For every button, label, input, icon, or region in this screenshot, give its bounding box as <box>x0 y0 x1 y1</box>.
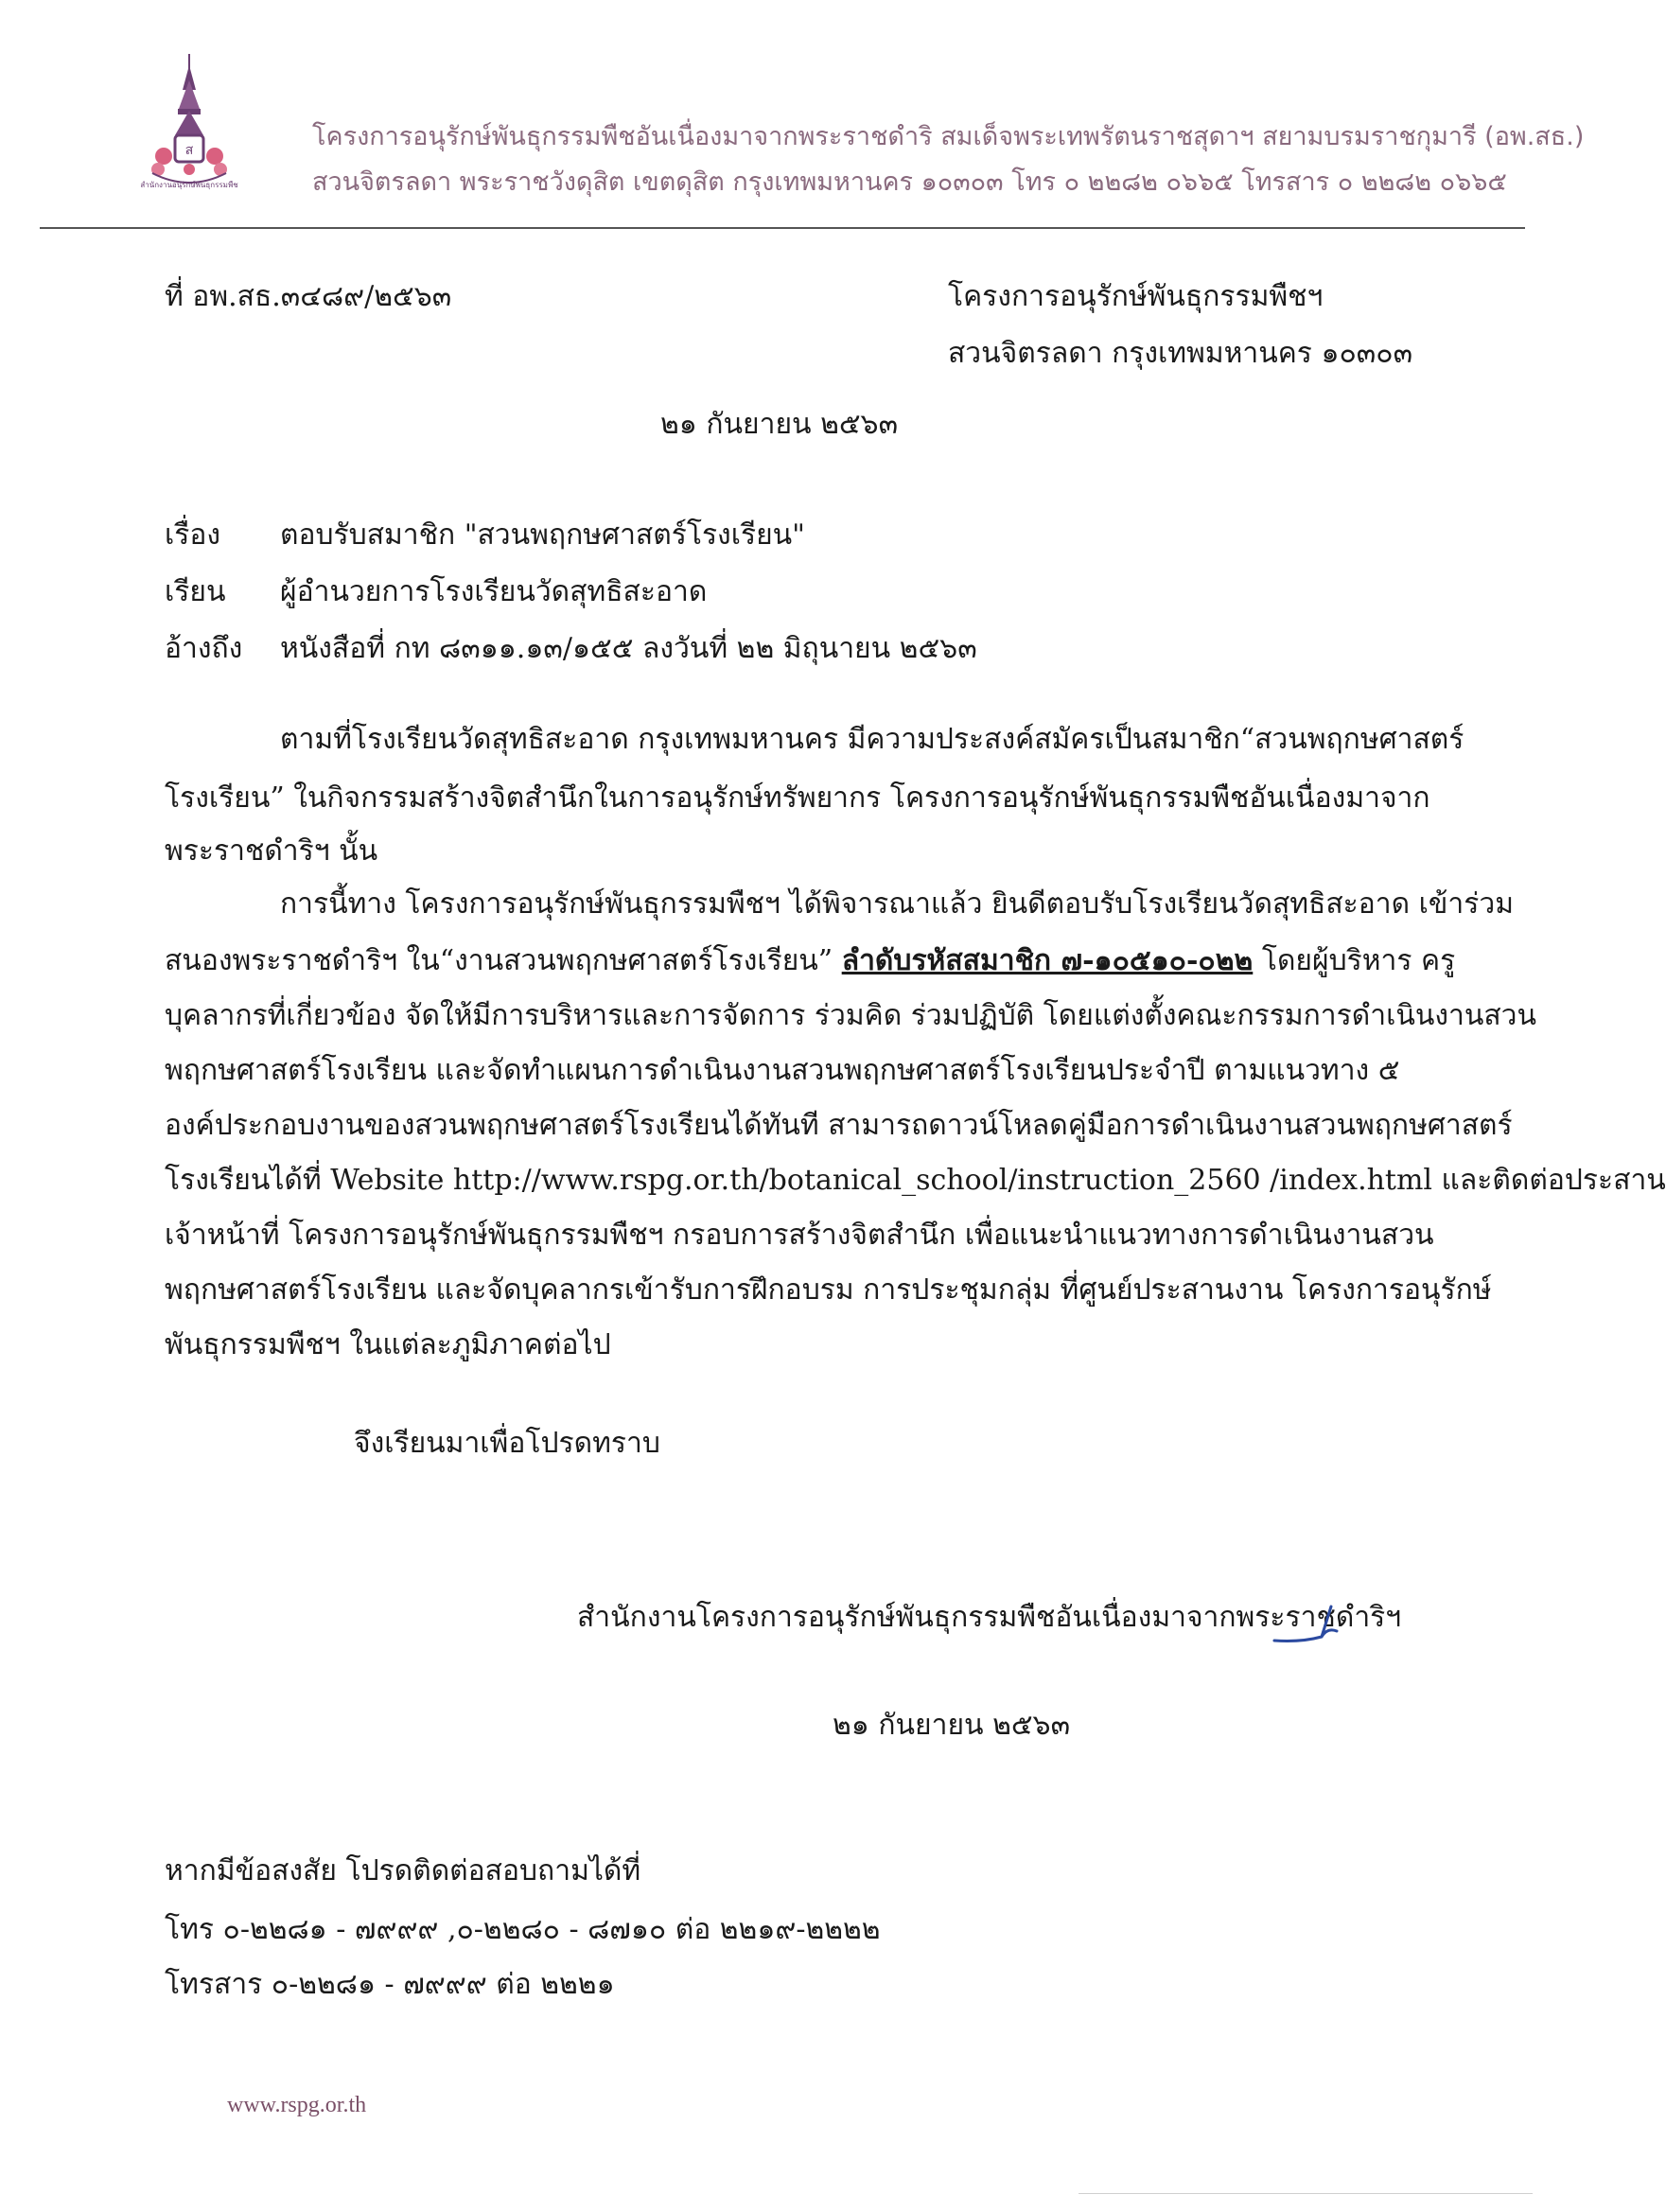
header-project-name: โครงการอนุรักษ์พันธุกรรมพืชอันเนื่องมาจากพระราชดำริ สมเด็จพระเทพรัตนราชสุดาฯ สยามบรมราชกุมารี (อพ.สธ.) <box>312 122 1585 151</box>
reference-label: อ้างถึง <box>165 632 243 665</box>
paragraph-2-line-6: โรงเรียนได้ที่ Website http://www.rspg.or.th/botanical_school/instruction_2560 /index.html และติดต่อประสาน <box>165 1164 1666 1197</box>
header-divider <box>40 227 1525 229</box>
contact-phone: โทร ๐-๒๒๘๑ - ๗๙๙๙ ,๐-๒๒๘๐ - ๘๗๑๐ ต่อ ๒๒๑๙-๒๒๒๒ <box>165 1913 881 1946</box>
paragraph-2-line-2 <box>165 939 1456 983</box>
signoff-office: สำนักงานโครงการอนุรักษ์พันธุกรรมพืชอันเนื่องมาจากพระราชดำริฯ <box>577 1601 1402 1634</box>
contact-fax: โทรสาร ๐-๒๒๘๑ - ๗๙๙๙ ต่อ ๒๒๒๑ <box>165 1968 615 2001</box>
recipient-text: ผู้อำนวยการโรงเรียนวัดสุทธิสะอาด <box>280 575 708 608</box>
paragraph-2-line-9: พันธุกรรมพืชฯ ในแต่ละภูมิภาคต่อไป <box>165 1328 611 1361</box>
recipient-label: เรียน <box>165 575 226 608</box>
closing-phrase: จึงเรียนมาเพื่อโปรดทราบ <box>354 1427 660 1460</box>
paragraph-2-line-2-pre: สนองพระราชดำริฯ ใน“งานสวนพฤกษศาสตร์โรงเรียน” <box>165 944 833 977</box>
paragraph-2-line-3: บุคลากรที่เกี่ยวข้อง จัดให้มีการบริหารและการจัดการ ร่วมคิด ร่วมปฏิบัติ โดยแต่งตั้งคณะกรรมการดำเนินงานสวน <box>165 999 1537 1032</box>
subject-label: เรื่อง <box>165 518 221 552</box>
reference-number: ที่ อพ.สธ.๓๔๘๙/๒๕๖๓ <box>165 280 452 313</box>
header-address: สวนจิตรลดา พระราชวังดุสิต เขตดุสิต กรุงเทพมหานคร ๑๐๓๐๓ โทร ๐ ๒๒๘๒ ๐๖๖๕ โทรสาร ๐ ๒๒๘๒ ๐๖๖๕ <box>312 167 1507 197</box>
paragraph-2-line-8: พฤกษศาสตร์โรงเรียน และจัดบุคลากรเข้ารับการฝึกอบรม การประชุมกลุ่ม ที่ศูนย์ประสานงาน โครงการอนุรักษ์ <box>165 1273 1492 1307</box>
signature-mark <box>1272 1599 1348 1651</box>
paragraph-2-line-5: องค์ประกอบงานของสวนพฤกษศาสตร์โรงเรียนได้ทันที สามารถดาวน์โหลดคู่มือการดำเนินงานสวนพฤกษศาสตร์ <box>165 1109 1513 1142</box>
sender-name: โครงการอนุรักษ์พันธุกรรมพืชฯ <box>948 280 1324 313</box>
member-code: ลำดับรหัสสมาชิก ๗-๑๐๕๑๐-๐๒๒ <box>841 944 1254 977</box>
subject-text: ตอบรับสมาชิก "สวนพฤกษศาสตร์โรงเรียน" <box>280 518 805 552</box>
rspg-emblem-logo <box>140 52 238 194</box>
contact-intro: หากมีข้อสงสัย โปรดติดต่อสอบถามได้ที่ <box>165 1854 641 1887</box>
sender-address: สวนจิตรลดา กรุงเทพมหานคร ๑๐๓๐๓ <box>948 337 1413 370</box>
paragraph-2-line-2-post: โดยผู้บริหาร ครู <box>1261 944 1456 977</box>
svg-text:ส: ส <box>184 143 194 158</box>
paragraph-1-line-1: ตามที่โรงเรียนวัดสุทธิสะอาด กรุงเทพมหานคร มีความประสงค์สมัครเป็นสมาชิก“สวนพฤกษศาสตร์ <box>280 723 1464 756</box>
paragraph-2-line-7: เจ้าหน้าที่ โครงการอนุรักษ์พันธุกรรมพืชฯ กรอบการสร้างจิตสำนึก เพื่อแนะนำแนวทางการดำเนินงานสวน <box>165 1219 1434 1252</box>
logo-caption: สำนักงานอนุรักษ์พันธุกรรมพืช <box>140 181 238 189</box>
scan-edge-line <box>1079 2193 1533 2194</box>
paragraph-1-line-2: โรงเรียน” ในกิจกรรมสร้างจิตสำนึกในการอนุรักษ์ทรัพยากร โครงการอนุรักษ์พันธุกรรมพืชอันเนื่องมาจาก <box>165 781 1430 815</box>
footer-website: www.rspg.or.th <box>227 2093 367 2117</box>
signoff-date: ๒๑ กันยายน ๒๕๖๓ <box>833 1709 1071 1742</box>
letter-date: ๒๑ กันยายน ๒๕๖๓ <box>660 408 899 441</box>
paragraph-2-line-1: การนี้ทาง โครงการอนุรักษ์พันธุกรรมพืชฯ ได้พิจารณาแล้ว ยินดีตอบรับโรงเรียนวัดสุทธิสะอาด เข้าร่วม <box>280 887 1514 921</box>
reference-text: หนังสือที่ กท ๘๓๑๑.๑๓/๑๕๕ ลงวันที่ ๒๒ มิถุนายน ๒๕๖๓ <box>280 632 977 665</box>
paragraph-1-line-3: พระราชดำริฯ นั้น <box>165 834 378 868</box>
paragraph-2-line-4: พฤกษศาสตร์โรงเรียน และจัดทำแผนการดำเนินงานสวนพฤกษศาสตร์โรงเรียนประจำปี ตามแนวทาง ๕ <box>165 1054 1400 1087</box>
